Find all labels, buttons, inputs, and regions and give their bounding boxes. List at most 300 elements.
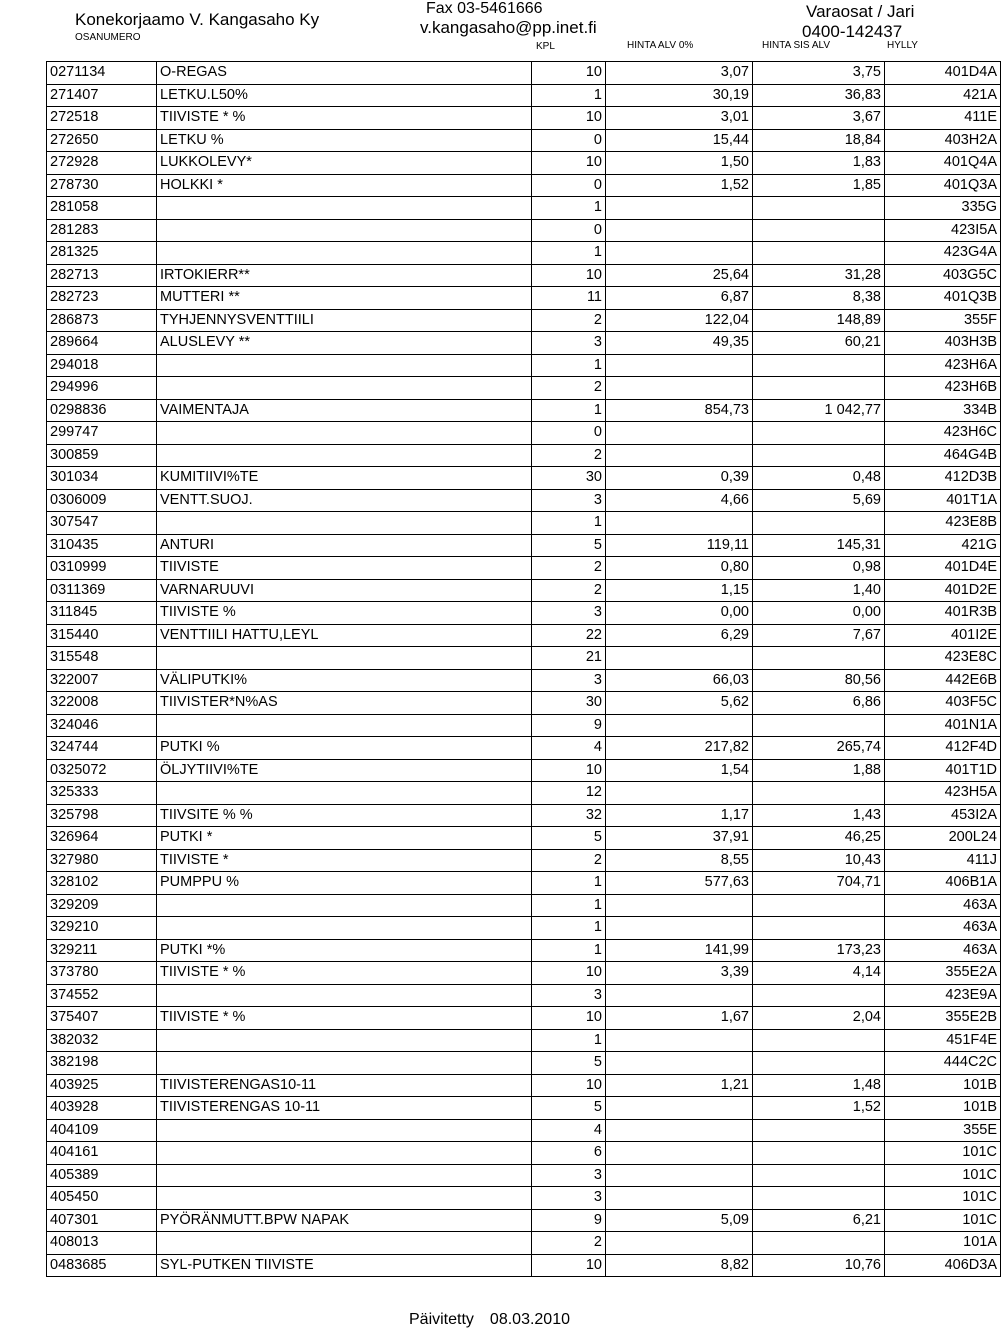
part-number-cell: 286873	[47, 309, 157, 332]
table-row	[47, 62, 1001, 85]
price-ex-vat-cell: 577,63	[606, 872, 753, 895]
price-inc-vat-cell	[753, 512, 885, 535]
part-number-cell: 0310999	[47, 557, 157, 580]
part-name-cell: SYL-PUTKEN TIIVISTE	[157, 1254, 532, 1277]
price-ex-vat-cell: 1,54	[606, 759, 753, 782]
part-number-cell: 373780	[47, 962, 157, 985]
price-inc-vat-cell: 36,83	[753, 84, 885, 107]
quantity-cell: 30	[532, 692, 606, 715]
shelf-cell: 421A	[885, 84, 1001, 107]
table-row	[47, 489, 1001, 512]
part-name-cell: KUMITIIVI%TE	[157, 467, 532, 490]
part-name-cell: TIIVISTE	[157, 557, 532, 580]
table-row	[47, 714, 1001, 737]
part-number-cell: 322008	[47, 692, 157, 715]
price-ex-vat-cell	[606, 1119, 753, 1142]
price-ex-vat-cell: 49,35	[606, 332, 753, 355]
part-name-cell: HOLKKI *	[157, 174, 532, 197]
table-row	[47, 1007, 1001, 1030]
part-name-cell: PUTKI *%	[157, 939, 532, 962]
price-ex-vat-cell	[606, 1142, 753, 1165]
shelf-cell: 423H5A	[885, 782, 1001, 805]
shelf-cell: 463A	[885, 939, 1001, 962]
part-name-cell	[157, 197, 532, 220]
quantity-cell: 1	[532, 894, 606, 917]
part-name-cell: PUMPPU %	[157, 872, 532, 895]
part-number-cell: 325333	[47, 782, 157, 805]
table-row	[47, 1074, 1001, 1097]
part-name-cell	[157, 242, 532, 265]
table-row	[47, 669, 1001, 692]
price-inc-vat-cell: 0,00	[753, 602, 885, 625]
part-number-cell: 0306009	[47, 489, 157, 512]
part-name-cell	[157, 512, 532, 535]
part-name-cell: ALUSLEVY **	[157, 332, 532, 355]
shelf-cell: 463A	[885, 917, 1001, 940]
part-name-cell	[157, 917, 532, 940]
price-ex-vat-cell: 5,09	[606, 1209, 753, 1232]
shelf-cell: 451F4E	[885, 1029, 1001, 1052]
part-name-cell	[157, 444, 532, 467]
quantity-cell: 5	[532, 534, 606, 557]
price-inc-vat-cell	[753, 1187, 885, 1210]
price-ex-vat-cell: 5,62	[606, 692, 753, 715]
part-name-cell	[157, 377, 532, 400]
shelf-cell: 101C	[885, 1142, 1001, 1165]
price-inc-vat-cell: 6,21	[753, 1209, 885, 1232]
price-ex-vat-cell: 8,82	[606, 1254, 753, 1277]
price-ex-vat-cell	[606, 1232, 753, 1255]
price-inc-vat-cell	[753, 1142, 885, 1165]
price-ex-vat-cell	[606, 1187, 753, 1210]
price-ex-vat-cell	[606, 984, 753, 1007]
part-number-cell: 282723	[47, 287, 157, 310]
shelf-cell: 401R3B	[885, 602, 1001, 625]
quantity-cell: 5	[532, 1097, 606, 1120]
quantity-cell: 32	[532, 804, 606, 827]
part-name-cell: TIIVISTERENGAS10-11	[157, 1074, 532, 1097]
table-row	[47, 354, 1001, 377]
table-row	[47, 759, 1001, 782]
price-inc-vat-cell	[753, 1052, 885, 1075]
table-row	[47, 579, 1001, 602]
price-inc-vat-cell	[753, 219, 885, 242]
price-inc-vat-cell: 0,48	[753, 467, 885, 490]
part-number-cell: 300859	[47, 444, 157, 467]
shelf-cell: 355E	[885, 1119, 1001, 1142]
table-row	[47, 1052, 1001, 1075]
table-row	[47, 602, 1001, 625]
quantity-cell: 4	[532, 737, 606, 760]
part-name-cell: TIIVISTE *	[157, 849, 532, 872]
table-row	[47, 534, 1001, 557]
shelf-cell: 401Q3A	[885, 174, 1001, 197]
quantity-cell: 1	[532, 197, 606, 220]
quantity-cell: 3	[532, 669, 606, 692]
price-ex-vat-cell	[606, 1097, 753, 1120]
table-row	[47, 557, 1001, 580]
quantity-cell: 3	[532, 489, 606, 512]
price-inc-vat-cell: 148,89	[753, 309, 885, 332]
price-inc-vat-cell: 173,23	[753, 939, 885, 962]
part-number-cell: 0298836	[47, 399, 157, 422]
shelf-cell: 101C	[885, 1187, 1001, 1210]
table-row	[47, 377, 1001, 400]
price-inc-vat-cell	[753, 422, 885, 445]
shelf-cell: 101B	[885, 1097, 1001, 1120]
table-row	[47, 939, 1001, 962]
price-inc-vat-cell: 46,25	[753, 827, 885, 850]
price-ex-vat-cell: 141,99	[606, 939, 753, 962]
quantity-cell: 10	[532, 1074, 606, 1097]
column-header-shelf: HYLLY	[887, 40, 918, 51]
table-row	[47, 827, 1001, 850]
part-number-cell: 404109	[47, 1119, 157, 1142]
price-ex-vat-cell: 6,29	[606, 624, 753, 647]
price-inc-vat-cell: 3,75	[753, 62, 885, 85]
part-number-cell: 324046	[47, 714, 157, 737]
price-ex-vat-cell: 854,73	[606, 399, 753, 422]
part-number-cell: 294018	[47, 354, 157, 377]
part-name-cell: LUKKOLEVY*	[157, 152, 532, 175]
part-number-cell: 375407	[47, 1007, 157, 1030]
price-inc-vat-cell: 3,67	[753, 107, 885, 130]
part-name-cell	[157, 1187, 532, 1210]
price-inc-vat-cell: 80,56	[753, 669, 885, 692]
quantity-cell: 12	[532, 782, 606, 805]
table-row	[47, 422, 1001, 445]
quantity-cell: 0	[532, 219, 606, 242]
quantity-cell: 1	[532, 354, 606, 377]
price-inc-vat-cell	[753, 354, 885, 377]
quantity-cell: 10	[532, 107, 606, 130]
price-ex-vat-cell: 1,15	[606, 579, 753, 602]
quantity-cell: 9	[532, 1209, 606, 1232]
price-ex-vat-cell: 4,66	[606, 489, 753, 512]
price-inc-vat-cell: 60,21	[753, 332, 885, 355]
table-row	[47, 782, 1001, 805]
quantity-cell: 2	[532, 444, 606, 467]
price-ex-vat-cell	[606, 782, 753, 805]
part-number-cell: 289664	[47, 332, 157, 355]
price-ex-vat-cell: 8,55	[606, 849, 753, 872]
part-name-cell: TIIVISTERENGAS 10-11	[157, 1097, 532, 1120]
part-number-cell: 327980	[47, 849, 157, 872]
shelf-cell: 401D2E	[885, 579, 1001, 602]
part-name-cell: TIIVSITE % %	[157, 804, 532, 827]
part-name-cell: ANTURI	[157, 534, 532, 557]
price-inc-vat-cell: 1,43	[753, 804, 885, 827]
quantity-cell: 0	[532, 174, 606, 197]
price-inc-vat-cell: 4,14	[753, 962, 885, 985]
price-inc-vat-cell	[753, 984, 885, 1007]
part-number-cell: 325798	[47, 804, 157, 827]
price-ex-vat-cell	[606, 197, 753, 220]
part-name-cell: LETKU %	[157, 129, 532, 152]
part-number-cell: 329209	[47, 894, 157, 917]
table-row	[47, 1142, 1001, 1165]
table-row	[47, 894, 1001, 917]
part-name-cell	[157, 1119, 532, 1142]
price-inc-vat-cell	[753, 197, 885, 220]
quantity-cell: 3	[532, 984, 606, 1007]
price-inc-vat-cell	[753, 444, 885, 467]
quantity-cell: 3	[532, 1164, 606, 1187]
price-inc-vat-cell: 145,31	[753, 534, 885, 557]
part-name-cell: MUTTERI **	[157, 287, 532, 310]
part-number-cell: 271407	[47, 84, 157, 107]
part-number-cell: 315548	[47, 647, 157, 670]
updated-footer	[409, 1311, 570, 1329]
price-inc-vat-cell	[753, 714, 885, 737]
table-row	[47, 1097, 1001, 1120]
part-name-cell: TIIVISTER*N%AS	[157, 692, 532, 715]
table-row	[47, 962, 1001, 985]
part-name-cell: O-REGAS	[157, 62, 532, 85]
price-ex-vat-cell: 1,21	[606, 1074, 753, 1097]
part-number-cell: 374552	[47, 984, 157, 1007]
shelf-cell: 423E9A	[885, 984, 1001, 1007]
shelf-cell: 463A	[885, 894, 1001, 917]
part-number-cell: 278730	[47, 174, 157, 197]
column-header-quantity: KPL	[536, 41, 555, 52]
part-number-cell: 326964	[47, 827, 157, 850]
price-inc-vat-cell: 31,28	[753, 264, 885, 287]
quantity-cell: 0	[532, 422, 606, 445]
quantity-cell: 10	[532, 152, 606, 175]
shelf-cell: 412D3B	[885, 467, 1001, 490]
part-name-cell	[157, 1164, 532, 1187]
updated-date: 08.03.2010	[489, 1311, 570, 1328]
price-inc-vat-cell	[753, 1029, 885, 1052]
price-ex-vat-cell: 1,52	[606, 174, 753, 197]
part-number-cell: 407301	[47, 1209, 157, 1232]
table-row	[47, 624, 1001, 647]
part-name-cell	[157, 1052, 532, 1075]
shelf-cell: 444C2C	[885, 1052, 1001, 1075]
shelf-cell: 423E8C	[885, 647, 1001, 670]
table-row	[47, 1209, 1001, 1232]
part-number-cell: 329211	[47, 939, 157, 962]
shelf-cell: 453I2A	[885, 804, 1001, 827]
shelf-cell: 403G5C	[885, 264, 1001, 287]
part-number-cell: 315440	[47, 624, 157, 647]
quantity-cell: 5	[532, 827, 606, 850]
table-row	[47, 1187, 1001, 1210]
price-inc-vat-cell: 10,43	[753, 849, 885, 872]
price-inc-vat-cell: 1,48	[753, 1074, 885, 1097]
part-name-cell: TIIVISTE * %	[157, 962, 532, 985]
price-inc-vat-cell: 1,88	[753, 759, 885, 782]
shelf-cell: 355E2B	[885, 1007, 1001, 1030]
price-inc-vat-cell	[753, 894, 885, 917]
table-row	[47, 984, 1001, 1007]
price-ex-vat-cell	[606, 1164, 753, 1187]
table-row	[47, 1232, 1001, 1255]
part-number-cell: 324744	[47, 737, 157, 760]
price-inc-vat-cell: 8,38	[753, 287, 885, 310]
part-name-cell	[157, 1232, 532, 1255]
part-number-cell: 405450	[47, 1187, 157, 1210]
phone-number: 0400-142437	[802, 22, 903, 41]
shelf-cell: 423H6C	[885, 422, 1001, 445]
part-number-cell: 281058	[47, 197, 157, 220]
price-ex-vat-cell	[606, 219, 753, 242]
shelf-cell: 403H2A	[885, 129, 1001, 152]
part-name-cell	[157, 984, 532, 1007]
price-ex-vat-cell	[606, 444, 753, 467]
part-name-cell: PUTKI %	[157, 737, 532, 760]
shelf-cell: 401T1D	[885, 759, 1001, 782]
table-row	[47, 129, 1001, 152]
quantity-cell: 11	[532, 287, 606, 310]
table-row	[47, 512, 1001, 535]
part-number-cell: 310435	[47, 534, 157, 557]
quantity-cell: 1	[532, 872, 606, 895]
part-name-cell	[157, 219, 532, 242]
part-name-cell: LETKU.L50%	[157, 84, 532, 107]
quantity-cell: 0	[532, 129, 606, 152]
parts-table-body	[47, 62, 1001, 1277]
part-name-cell: VENTTIILI HATTU,LEYL	[157, 624, 532, 647]
table-row	[47, 219, 1001, 242]
table-row	[47, 917, 1001, 940]
part-number-cell: 0483685	[47, 1254, 157, 1277]
table-row	[47, 849, 1001, 872]
price-inc-vat-cell	[753, 1119, 885, 1142]
table-row	[47, 152, 1001, 175]
quantity-cell: 2	[532, 849, 606, 872]
price-inc-vat-cell	[753, 647, 885, 670]
shelf-cell: 401D4E	[885, 557, 1001, 580]
part-number-cell: 282713	[47, 264, 157, 287]
part-number-cell: 299747	[47, 422, 157, 445]
shelf-cell: 355F	[885, 309, 1001, 332]
part-number-cell: 0311369	[47, 579, 157, 602]
shelf-cell: 411J	[885, 849, 1001, 872]
part-number-cell: 404161	[47, 1142, 157, 1165]
shelf-cell: 423H6A	[885, 354, 1001, 377]
quantity-cell: 1	[532, 939, 606, 962]
price-ex-vat-cell	[606, 917, 753, 940]
quantity-cell: 30	[532, 467, 606, 490]
quantity-cell: 1	[532, 399, 606, 422]
part-number-cell: 0325072	[47, 759, 157, 782]
price-inc-vat-cell	[753, 1232, 885, 1255]
quantity-cell: 10	[532, 1254, 606, 1277]
shelf-cell: 401Q3B	[885, 287, 1001, 310]
price-ex-vat-cell	[606, 647, 753, 670]
shelf-cell: 403F5C	[885, 692, 1001, 715]
price-ex-vat-cell	[606, 377, 753, 400]
quantity-cell: 2	[532, 309, 606, 332]
part-name-cell: TIIVISTE * %	[157, 1007, 532, 1030]
part-name-cell: PUTKI *	[157, 827, 532, 850]
part-name-cell: ÖLJYTIIVI%TE	[157, 759, 532, 782]
quantity-cell: 10	[532, 264, 606, 287]
price-ex-vat-cell	[606, 1052, 753, 1075]
table-row	[47, 1254, 1001, 1277]
price-inc-vat-cell	[753, 377, 885, 400]
shelf-cell: 442E6B	[885, 669, 1001, 692]
part-name-cell: TIIVISTE %	[157, 602, 532, 625]
price-inc-vat-cell: 10,76	[753, 1254, 885, 1277]
part-name-cell: VAIMENTAJA	[157, 399, 532, 422]
table-row	[47, 1119, 1001, 1142]
quantity-cell: 2	[532, 1232, 606, 1255]
part-name-cell	[157, 422, 532, 445]
quantity-cell: 3	[532, 332, 606, 355]
column-header-price-ex-vat: HINTA ALV 0%	[627, 40, 694, 51]
shelf-cell: 355E2A	[885, 962, 1001, 985]
quantity-cell: 10	[532, 759, 606, 782]
shelf-cell: 464G4B	[885, 444, 1001, 467]
part-number-cell: 403925	[47, 1074, 157, 1097]
shelf-cell: 423G4A	[885, 242, 1001, 265]
price-inc-vat-cell: 1,40	[753, 579, 885, 602]
part-number-cell: 322007	[47, 669, 157, 692]
price-ex-vat-cell: 119,11	[606, 534, 753, 557]
part-name-cell: VARNARUUVI	[157, 579, 532, 602]
part-number-cell: 403928	[47, 1097, 157, 1120]
shelf-cell: 406B1A	[885, 872, 1001, 895]
price-ex-vat-cell	[606, 242, 753, 265]
price-ex-vat-cell: 1,17	[606, 804, 753, 827]
shelf-cell: 423I5A	[885, 219, 1001, 242]
shelf-cell: 423E8B	[885, 512, 1001, 535]
price-ex-vat-cell: 1,67	[606, 1007, 753, 1030]
quantity-cell: 10	[532, 962, 606, 985]
table-row	[47, 309, 1001, 332]
price-ex-vat-cell: 122,04	[606, 309, 753, 332]
price-ex-vat-cell	[606, 422, 753, 445]
part-name-cell	[157, 714, 532, 737]
quantity-cell: 3	[532, 602, 606, 625]
part-number-cell: 272928	[47, 152, 157, 175]
price-inc-vat-cell	[753, 917, 885, 940]
price-ex-vat-cell: 37,91	[606, 827, 753, 850]
table-row	[47, 692, 1001, 715]
quantity-cell: 1	[532, 917, 606, 940]
price-ex-vat-cell: 30,19	[606, 84, 753, 107]
part-name-cell	[157, 1029, 532, 1052]
part-name-cell: VENTT.SUOJ.	[157, 489, 532, 512]
price-ex-vat-cell	[606, 354, 753, 377]
table-row	[47, 332, 1001, 355]
part-name-cell	[157, 354, 532, 377]
shelf-cell: 421G	[885, 534, 1001, 557]
price-ex-vat-cell: 0,39	[606, 467, 753, 490]
price-inc-vat-cell	[753, 242, 885, 265]
table-row	[47, 444, 1001, 467]
part-number-cell: 281325	[47, 242, 157, 265]
shelf-cell: 423H6B	[885, 377, 1001, 400]
quantity-cell: 9	[532, 714, 606, 737]
part-number-cell: 301034	[47, 467, 157, 490]
part-name-cell: VÄLIPUTKI%	[157, 669, 532, 692]
part-name-cell: TYHJENNYSVENTTIILI	[157, 309, 532, 332]
price-ex-vat-cell: 6,87	[606, 287, 753, 310]
price-ex-vat-cell: 3,07	[606, 62, 753, 85]
part-number-cell: 405389	[47, 1164, 157, 1187]
fax-number: Fax 03-5461666	[426, 0, 543, 17]
shelf-cell: 200L24	[885, 827, 1001, 850]
price-inc-vat-cell	[753, 1164, 885, 1187]
price-ex-vat-cell	[606, 512, 753, 535]
price-inc-vat-cell: 6,86	[753, 692, 885, 715]
price-inc-vat-cell: 0,98	[753, 557, 885, 580]
shelf-cell: 101C	[885, 1209, 1001, 1232]
